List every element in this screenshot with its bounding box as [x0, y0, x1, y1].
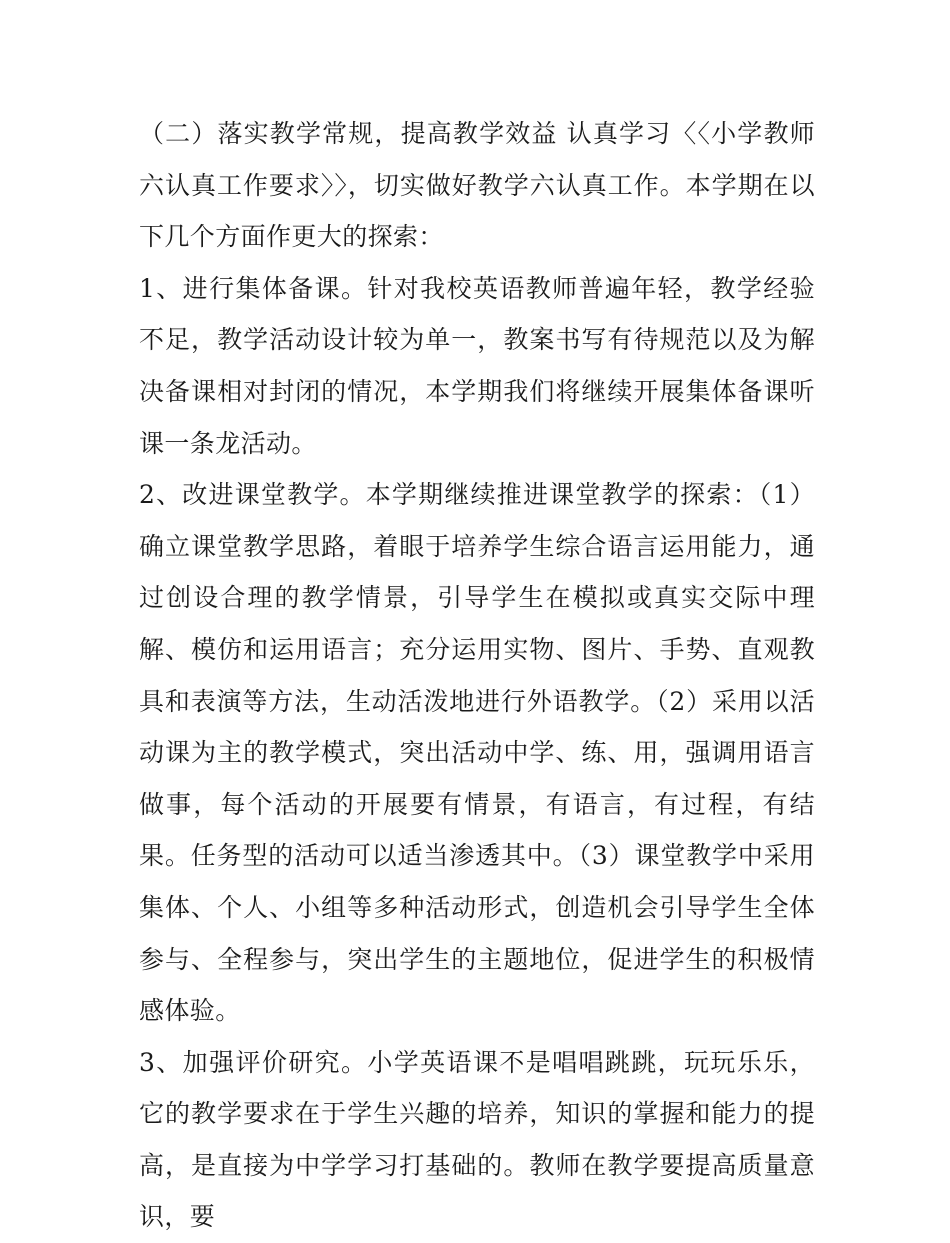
paragraph-item-1: 1、进行集体备课。针对我校英语教师普遍年轻，教学经验不足，教学活动设计较为单一，教案书写有待规范以及为解决备课相对封闭的情况，本学期我们将继续开展集体备课听课一条龙活动。 — [139, 273, 815, 458]
paragraph-section-heading: （二）落实教学常规，提高教学效益 认真学习〈〈小学教师六认真工作要求〉〉，切实做好教学六认真工作。本学期在以下几个方面作更大的探索： — [139, 119, 815, 252]
paragraph-item-2: 2、改进课堂教学。本学期继续推进课堂教学的探索：（1）确立课堂教学思路，着眼于培养学生综合语言运用能力，通过创设合理的教学情景，引导学生在模拟或真实交际中理解、模仿和运用语言；充分运用实物、图片、手势、直观教具和表演等方法，生动活泼地进行外语教学。（2）采用以活动课为主的教学模式，突出活动中学、练、用，强调用语言做事，每个活动的开展要有情景，有语言，有过程，有结果。任务型的活动可以适当渗透其中。（3）课堂教学中采用集体、个人、小组等多种活动形式，创造机会引导学生全体参与、全程参与，突出学生的主题地位，促进学生的积极情感体验。 — [139, 480, 815, 1026]
paragraph-item-3: 3、加强评价研究。小学英语课不是唱唱跳跳，玩玩乐乐，它的教学要求在于学生兴趣的培养，知识的掌握和能力的提高，是直接为中学学习打基础的。教师在教学要提高质量意识，要 — [139, 1047, 815, 1232]
document-body — [139, 108, 815, 1243]
